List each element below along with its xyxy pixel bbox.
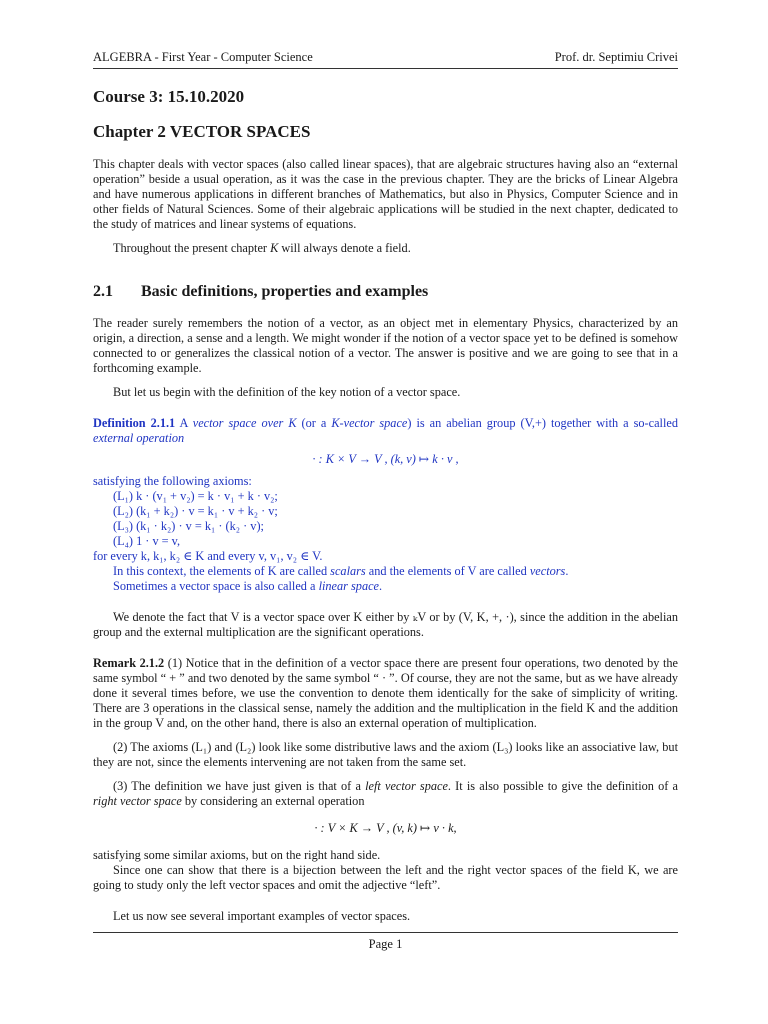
remark-paragraph-2: (2) The axioms (L₁) and (L₂) look like some distributive laws and the axiom (L₃) looks like an associative law, but they are not, since the elements intervening are not taken from the same set. — [93, 740, 678, 769]
axiom-l2: (L₂) (k₁ + k₂) · v = k₁ · v + k₂ · v; — [113, 504, 278, 518]
quantifier-line: for every k, k₁, k₂ ∈ K and every v, v₁, v₂ ∈ V. — [93, 549, 323, 563]
section-number: 2.1 — [93, 283, 113, 300]
footer-rule — [93, 932, 678, 933]
remark-label: Remark 2.1.2 — [93, 656, 165, 670]
examples-intro: Let us now see several important examples of vector spaces. — [113, 909, 411, 923]
chapter-title: Chapter 2 VECTOR SPACES — [93, 122, 311, 141]
page-number: Page 1 — [368, 937, 403, 951]
remark-paragraph-5: Since one can show that there is a bijection between the left and the right vector spaces of the field K, we are going to study only the left vector spaces and omit the adjective “left”. — [93, 863, 678, 892]
axiom-l3: (L₃) (k₁ · k₂) · v = k₁ · (k₂ · v); — [113, 519, 264, 533]
axiom-l1: (L₁) k · (v₁ + v₂) = k · v₁ + k · v₂; — [113, 489, 278, 503]
scalars-vectors-line: In this context, the elements of K are called scalars and the elements of V are called vectors. — [113, 564, 569, 578]
definition-label: Definition 2.1.1 — [93, 416, 176, 430]
field-note-paragraph: Throughout the present chapter K will always denote a field. — [113, 241, 411, 255]
linear-space-line: Sometimes a vector space is also called a linear space. — [113, 579, 383, 593]
section-title: Basic definitions, properties and examples — [141, 283, 429, 300]
external-operation-formula: · : K × V → V , (k, v) ↦ k · v , — [312, 452, 459, 466]
header-course-title: ALGEBRA - First Year - Computer Science — [93, 50, 313, 64]
remark-paragraph-3: (3) The definition we have just given is that of a left vector space. It is also possible to give the definition of a right vector space by considering an external operation — [93, 779, 678, 808]
definition-text: Definition 2.1.1 A vector space over K (or a K-vector space) is an abelian group (V,+) together with a so-called external operation — [93, 416, 678, 445]
running-header — [93, 50, 678, 65]
axioms-intro: satisfying the following axioms: — [93, 474, 252, 488]
header-author: Prof. dr. Septimiu Crivei — [554, 50, 678, 64]
section-heading — [93, 282, 678, 302]
document-page — [93, 0, 678, 1024]
course-title: Course 3: 15.10.2020 — [93, 87, 245, 106]
axiom-l4: (L₄) 1 · v = v, — [113, 534, 181, 548]
right-operation-formula: · : V × K → V , (v, k) ↦ v · k, — [314, 821, 457, 835]
intro-paragraph: This chapter deals with vector spaces (also called linear spaces), that are algebraic structures having also an “external operation” beside a usual operation, as it was the case in the previous chapter. They are the bricks of Linear Algebra and have numerous applications in different branches of Mathematics, but also in Physics, Computer Science and in other fields of Natural Sciences. Some of their algebraic applications will be studied in the next chapter, dedicated to the study of matrices and linear systems of equations. — [93, 157, 678, 231]
section-paragraph-2: But let us begin with the definition of the key notion of a vector space. — [113, 385, 461, 399]
remark-paragraph-4: satisfying some similar axioms, but on the right hand side. — [93, 848, 381, 862]
section-paragraph-1: The reader surely remembers the notion of a vector, as an object met in elementary Physics, characterized by an origin, a direction, a sense and a length. We might wonder if the notion of a vector space yet to be defined is somehow connected to or generalizes the classical notion of a vector. The answer is positive and we are going to see that in a forthcoming example. — [93, 316, 678, 375]
header-rule — [93, 68, 678, 69]
page-body — [93, 84, 678, 924]
remark-paragraph-1: Remark 2.1.2 (1) Notice that in the definition of a vector space there are present four operations, two denoted by the same symbol “ + ” and two denoted by the same symbol “ · ”. Of course, they are not the same, but as we have already done it several times before, we use the convention to denote them identically for the sake of simplicity of writing. There are 3 operations in the classical sense, namely the addition and the multiplication in the field K and the addition in the group V and, on the other hand, there is also an external operation of multiplication. — [93, 656, 679, 730]
definition-block — [93, 416, 678, 594]
notation-paragraph: We denote the fact that V is a vector space over K either by ₖV or by (V, K, +, ·), since the addition in the abelian group and the external multiplication are the significant operations. — [93, 610, 678, 639]
